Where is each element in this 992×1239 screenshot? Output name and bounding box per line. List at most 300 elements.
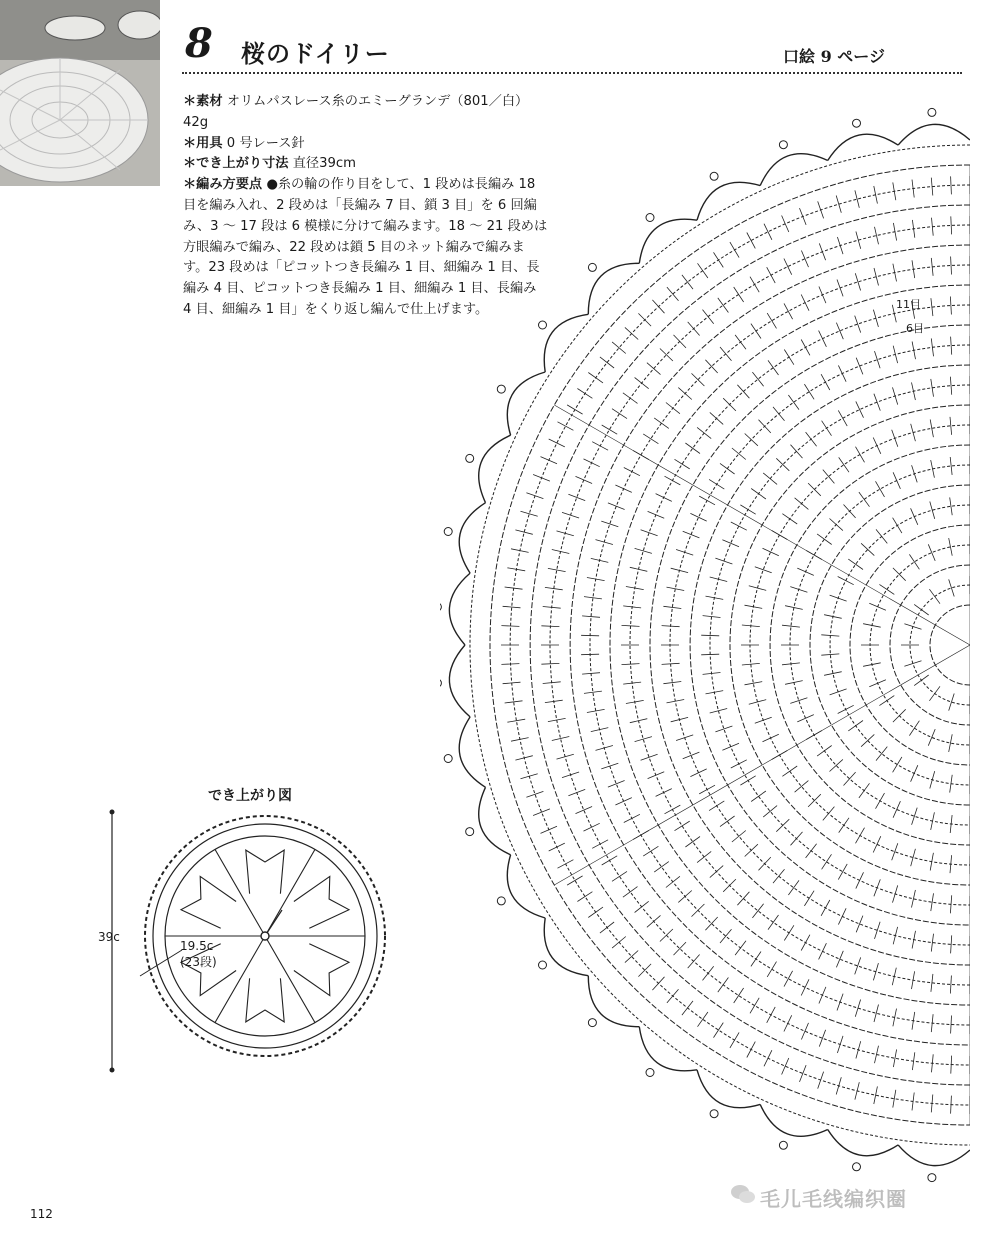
pattern-number: 8	[185, 20, 213, 67]
chart-stitch	[823, 470, 835, 484]
chart-stitch	[541, 826, 558, 833]
chart-stitch	[734, 988, 744, 1003]
chart-stitch	[830, 759, 843, 771]
chart-scallop	[449, 573, 470, 645]
chart-stitch	[685, 837, 700, 848]
chart-stitch	[773, 869, 785, 883]
chart-stitch	[698, 263, 708, 278]
chart-scallop	[479, 435, 511, 503]
chart-scallop	[760, 154, 828, 186]
chart-stitch	[584, 691, 602, 693]
chart-stitch	[612, 937, 626, 949]
chart-stitch	[873, 310, 878, 327]
chart-stitch	[533, 809, 550, 816]
chart-stitch	[567, 876, 583, 885]
chart-stitch	[584, 459, 600, 467]
row-label-6: 6目	[906, 322, 924, 335]
chart-stitch	[819, 1030, 825, 1047]
chart-stitch	[893, 472, 900, 489]
chart-stitch	[875, 351, 881, 368]
chart-stitch	[837, 280, 843, 297]
chart-stitch	[928, 729, 935, 746]
radius-label	[180, 938, 217, 970]
chart-stitch	[801, 340, 810, 356]
chart-stitch	[581, 654, 599, 655]
chart-stitch	[751, 952, 761, 967]
chart-stitch	[904, 661, 921, 667]
chart-stitch	[701, 635, 719, 636]
chart-stitch	[928, 544, 935, 561]
chart-round	[670, 345, 970, 945]
chart-section-divider	[554, 645, 970, 885]
chart-stitch	[654, 862, 669, 873]
chart-stitch	[836, 951, 843, 968]
chart-stitch	[873, 963, 878, 980]
chart-stitch	[608, 503, 625, 510]
chart-stitch	[782, 216, 789, 233]
chart-stitch	[784, 350, 794, 365]
chart-scallop	[697, 182, 760, 220]
chart-stitch	[703, 310, 714, 324]
chart-stitch	[806, 432, 817, 446]
chart-stitch	[821, 654, 839, 655]
chart-stitch	[837, 994, 843, 1011]
chart-stitch	[654, 418, 669, 429]
chart-stitch	[735, 941, 746, 955]
chart-stitch	[821, 374, 830, 390]
chart-stitch	[676, 735, 693, 741]
chart-stitch	[747, 1042, 756, 1058]
wechat-icon	[730, 1183, 756, 1205]
chart-stitch	[678, 891, 692, 903]
chart-stitch	[950, 417, 952, 435]
diagram-petal	[246, 850, 284, 894]
chart-stitch	[951, 337, 952, 355]
chart-stitch	[720, 463, 735, 474]
chart-stitch	[951, 935, 952, 953]
chart-stitch	[869, 603, 886, 610]
chart-stitch	[892, 430, 898, 447]
chart-stitch	[950, 457, 952, 475]
radius-rows: (23段)	[180, 955, 217, 969]
chart-stitch	[701, 654, 719, 655]
chart-stitch	[764, 224, 772, 240]
chart-stitch	[600, 357, 614, 368]
chart-stitch	[688, 955, 700, 969]
chart-stitch	[666, 403, 680, 414]
chart-stitch	[643, 434, 658, 444]
chart-stitch	[767, 267, 776, 283]
chart-stitch	[648, 772, 665, 779]
chart-stitch	[718, 298, 729, 313]
chart-picot	[539, 961, 547, 969]
chart-picot	[779, 1141, 787, 1149]
chart-stitch	[682, 275, 693, 289]
chart-stitch	[830, 519, 843, 531]
chart-stitch	[801, 295, 809, 311]
chart-stitch	[549, 439, 565, 447]
chart-stitch	[622, 664, 640, 665]
chart-stitch	[836, 323, 843, 340]
chart-stitch	[624, 814, 640, 822]
chart-stitch	[690, 513, 706, 521]
material-text: オリムパスレース糸のエミーグランデ（801／白）42g	[183, 94, 529, 130]
method-text: ●糸の輪の作り目をして、1 段めは長編み 18 目を編み入れ、2 段めは「長編み 7 目、鎖 3 目」を 6 回編み、3 ～ 17 段は 6 模様に分けて編みます。18 ～ 21 段めは方眼編みで編み、22 段めは鎖 5 目のネット編みで編みます。23 段めは「ピコットつき長編み 1 目、細編み 1 目、長編み 4 目、ピコットつき長編み 1 目、細編み 1 目、長編み 4 目、細編み 1 目」をくり返し編んで仕上げます。	[183, 177, 548, 317]
chart-stitch	[782, 1058, 789, 1075]
chart-stitch	[675, 459, 690, 469]
chart-stitch	[951, 216, 952, 234]
chart-stitch	[855, 1000, 860, 1017]
chart-stitch	[782, 625, 800, 627]
chart-scallop	[507, 855, 545, 918]
dimension-dot-top	[110, 810, 115, 815]
chart-stitch	[797, 568, 814, 575]
diameter-label: 39c	[98, 930, 120, 944]
chart-stitch	[823, 807, 835, 821]
chart-picot	[440, 679, 441, 687]
chart-stitch	[949, 694, 955, 711]
chart-stitch	[722, 540, 739, 547]
chart-scallop	[760, 1104, 828, 1136]
chart-stitch	[856, 872, 864, 888]
chart-stitch	[830, 595, 847, 601]
chart-stitch	[806, 844, 817, 858]
chart-scallop	[479, 787, 511, 855]
chart-stitch	[904, 624, 921, 630]
chart-stitch	[676, 550, 693, 556]
chart-stitch	[720, 347, 732, 361]
chart-scallop	[459, 717, 485, 787]
chart-stitch	[608, 781, 625, 788]
finished-diagram-title: でき上がり図	[208, 788, 292, 804]
chart-stitch	[737, 385, 749, 398]
finished-diagram	[100, 800, 400, 1090]
chart-stitch	[873, 438, 881, 454]
chart-stitch	[855, 316, 861, 333]
chart-stitch	[667, 287, 679, 301]
chart-stitch	[822, 421, 832, 436]
chart-stitch	[641, 530, 658, 536]
chart-stitch	[643, 846, 658, 856]
chart-stitch	[615, 798, 631, 805]
chart-stitch	[790, 587, 807, 593]
chart-stitch	[730, 1032, 739, 1048]
chart-stitch	[567, 405, 583, 414]
chart-picot	[497, 897, 505, 905]
chart-stitch	[699, 785, 715, 794]
chart-round	[870, 545, 970, 745]
chart-stitch	[588, 373, 603, 383]
chart-stitch	[592, 442, 608, 451]
chart-stitch	[720, 816, 735, 827]
chart-stitch	[688, 322, 700, 336]
chart-stitch	[856, 401, 864, 417]
chart-stitch	[612, 871, 627, 881]
chart-stitch	[782, 514, 797, 524]
watermark: 毛儿毛线编织圈	[760, 1187, 907, 1211]
chart-stitch	[801, 1023, 808, 1040]
chart-stitch	[751, 324, 761, 339]
chart-stitch	[819, 987, 826, 1004]
chart-picot	[928, 108, 936, 116]
diagram-spoke	[215, 936, 265, 1023]
chart-picot	[853, 119, 861, 127]
chart-stitch	[652, 300, 664, 313]
chart-stitch	[752, 904, 763, 918]
chart-stitch	[601, 763, 618, 769]
chart-stitch	[784, 259, 792, 275]
chart-stitch	[709, 479, 724, 489]
chart-picot	[928, 1174, 936, 1182]
chart-stitch	[624, 468, 640, 476]
chart-stitch	[821, 900, 830, 916]
chart-stitch	[914, 604, 929, 615]
chart-stitch	[773, 407, 785, 421]
chart-stitch	[914, 675, 929, 686]
chart-stitch	[714, 252, 724, 267]
chart-stitch	[856, 358, 863, 375]
chart-stitch	[848, 559, 863, 569]
chart-stitch	[912, 465, 918, 482]
chart-stitch	[855, 957, 861, 974]
chart-stitch	[665, 805, 681, 814]
chart-picot	[588, 1019, 596, 1027]
chart-stitch	[697, 427, 711, 438]
chart-picot	[466, 828, 474, 836]
tool-label: ＊用具	[183, 135, 223, 151]
chart-stitch	[893, 801, 900, 818]
center-ring	[261, 932, 269, 940]
chart-stitch	[576, 807, 593, 814]
chart-stitch	[558, 422, 574, 431]
chart-stitch	[791, 445, 803, 458]
chart-stitch	[782, 766, 797, 776]
chart-stitch	[804, 891, 814, 906]
size-text: 直径39cm	[292, 156, 356, 172]
chart-stitch	[801, 251, 808, 268]
chart-stitch	[893, 518, 902, 533]
chart-stitch	[600, 922, 614, 933]
chart-stitch	[501, 626, 519, 627]
chart-stitch	[791, 832, 803, 845]
chart-stitch	[951, 257, 952, 275]
chart-stitch	[875, 922, 881, 939]
chart-scallop	[898, 124, 970, 145]
chart-stitch	[893, 387, 898, 404]
chart-scallop	[898, 1145, 970, 1166]
material-label: ＊素材	[183, 94, 223, 109]
chart-stitch	[735, 335, 746, 349]
page-number: 112	[30, 1207, 53, 1221]
chart-stitch	[837, 237, 843, 254]
chart-stitch	[819, 243, 825, 260]
chart-stitch	[909, 721, 919, 736]
chart-stitch	[800, 208, 807, 225]
chart-stitch	[790, 698, 807, 704]
chart-picot	[710, 172, 718, 180]
chart-stitch	[685, 443, 700, 454]
chart-stitch	[876, 481, 885, 497]
chart-stitch	[784, 971, 793, 987]
chart-stitch	[581, 635, 599, 636]
chart-stitch	[817, 746, 832, 757]
chart-stitch	[751, 489, 766, 500]
chart-stitch	[797, 715, 814, 722]
chart-stitch	[844, 505, 856, 518]
chart-stitch	[718, 978, 729, 993]
chart-stitch	[784, 303, 793, 319]
chart-picot	[466, 454, 474, 462]
chart-stitch	[515, 530, 532, 534]
chart-stitch	[648, 511, 665, 518]
chart-stitch	[731, 522, 747, 530]
chart-stitch	[663, 682, 681, 684]
chart-stitch	[501, 664, 519, 665]
chart-stitch	[839, 457, 849, 472]
chart-stitch	[763, 473, 777, 485]
diagram-petal	[294, 876, 349, 928]
chart-stitch	[763, 548, 779, 556]
chart-stitch	[612, 409, 627, 419]
chart-stitch	[602, 425, 618, 434]
chart-scallop	[588, 976, 639, 1027]
chart-stitch	[568, 789, 585, 795]
chart-stitch	[732, 448, 746, 460]
chart-stitch	[683, 752, 700, 759]
chart-stitch	[641, 754, 658, 760]
title-row	[185, 20, 905, 70]
chart-stitch	[950, 377, 951, 395]
chart-stitch	[822, 854, 832, 869]
chart-stitch	[683, 531, 700, 538]
chart-stitch	[951, 1096, 952, 1114]
chart-stitch	[541, 626, 559, 627]
chart-stitch	[656, 494, 672, 502]
chart-stitch	[666, 876, 680, 887]
chart-stitch	[767, 962, 776, 977]
chart-stitch	[950, 976, 951, 994]
chart-stitch	[665, 476, 681, 485]
chart-stitch	[751, 791, 766, 802]
chart-stitch	[768, 360, 779, 375]
chart-stitch	[929, 686, 940, 701]
chart-stitch	[740, 776, 755, 785]
chart-stitch	[859, 492, 870, 507]
chart-stitch	[584, 597, 602, 599]
chart-stitch	[588, 907, 603, 917]
chart-picot	[853, 1163, 861, 1171]
chart-stitch	[784, 925, 794, 940]
chart-stitch	[752, 372, 763, 386]
chart-stitch	[592, 840, 608, 849]
chart-stitch	[951, 1016, 952, 1034]
chart-round	[930, 605, 970, 685]
chart-stitch	[929, 589, 940, 604]
chart-stitch	[804, 384, 814, 399]
chart-stitch	[601, 521, 618, 527]
chart-stitch	[855, 273, 860, 290]
chart-stitch	[873, 836, 881, 852]
chart-stitch	[747, 233, 756, 249]
chart-scallop	[507, 372, 545, 435]
chart-stitch	[623, 393, 638, 404]
chart-stitch	[830, 689, 847, 695]
chart-stitch	[848, 721, 863, 731]
diagram-spoke	[215, 849, 265, 936]
chart-stitch	[576, 476, 593, 483]
chart-round	[790, 465, 970, 825]
chart-picot	[497, 385, 505, 393]
chart-stitch	[750, 998, 759, 1014]
chart-stitch	[737, 892, 749, 905]
chart-stitch	[951, 176, 952, 194]
chart-stitch	[768, 915, 779, 930]
chart-stitch	[562, 772, 579, 778]
chart-stitch	[622, 625, 640, 626]
diagram-petal	[294, 944, 349, 996]
chart-picot	[710, 1110, 718, 1118]
chart-stitch	[838, 577, 854, 585]
chart-stitch	[911, 765, 918, 782]
chart-stitch	[720, 929, 732, 943]
chart-stitch	[879, 584, 894, 594]
chart-stitch	[856, 447, 865, 463]
chart-picot	[588, 263, 596, 271]
tool-text: 0 号レース針	[226, 135, 305, 151]
chart-scallop	[449, 645, 470, 717]
chart-stitch	[734, 287, 744, 302]
chart-stitch	[838, 365, 846, 381]
chart-stitch	[838, 705, 854, 713]
chart-stitch	[951, 1056, 952, 1074]
chart-stitch	[859, 783, 870, 798]
crochet-chart	[440, 80, 980, 1210]
doily-photo	[0, 0, 160, 186]
chart-stitch	[856, 828, 865, 844]
chart-picot	[646, 1069, 654, 1077]
chart-picot	[539, 321, 547, 329]
chart-stitch	[715, 558, 732, 564]
chart-stitch	[678, 388, 692, 400]
chart-stitch	[699, 496, 715, 505]
size-label: ＊でき上がり寸法	[183, 156, 289, 172]
chart-stitch	[602, 856, 618, 865]
pattern-title: 桜のドイリー	[241, 39, 390, 68]
chart-stitch	[874, 394, 880, 411]
chart-stitch	[838, 908, 846, 924]
chart-stitch	[818, 201, 824, 218]
chart-stitch	[541, 457, 558, 464]
chart-stitch	[876, 793, 885, 809]
chart-stitch	[950, 297, 951, 315]
chart-stitch	[838, 864, 847, 880]
chart-stitch	[682, 1001, 693, 1015]
chart-scallop	[697, 1070, 760, 1108]
chart-stitch	[577, 389, 592, 399]
chart-stitch	[856, 916, 863, 933]
chart-stitch	[837, 1036, 843, 1053]
chart-section-divider	[554, 405, 970, 645]
chart-stitch	[861, 543, 874, 555]
chart-stitch	[874, 879, 880, 896]
chart-stitch	[709, 801, 724, 811]
chart-stitch	[949, 579, 955, 596]
chart-stitch	[703, 966, 714, 980]
chart-stitch	[755, 717, 772, 723]
chart-stitch	[764, 1050, 772, 1066]
chart-stitch	[911, 508, 918, 525]
chart-stitch	[635, 378, 649, 389]
